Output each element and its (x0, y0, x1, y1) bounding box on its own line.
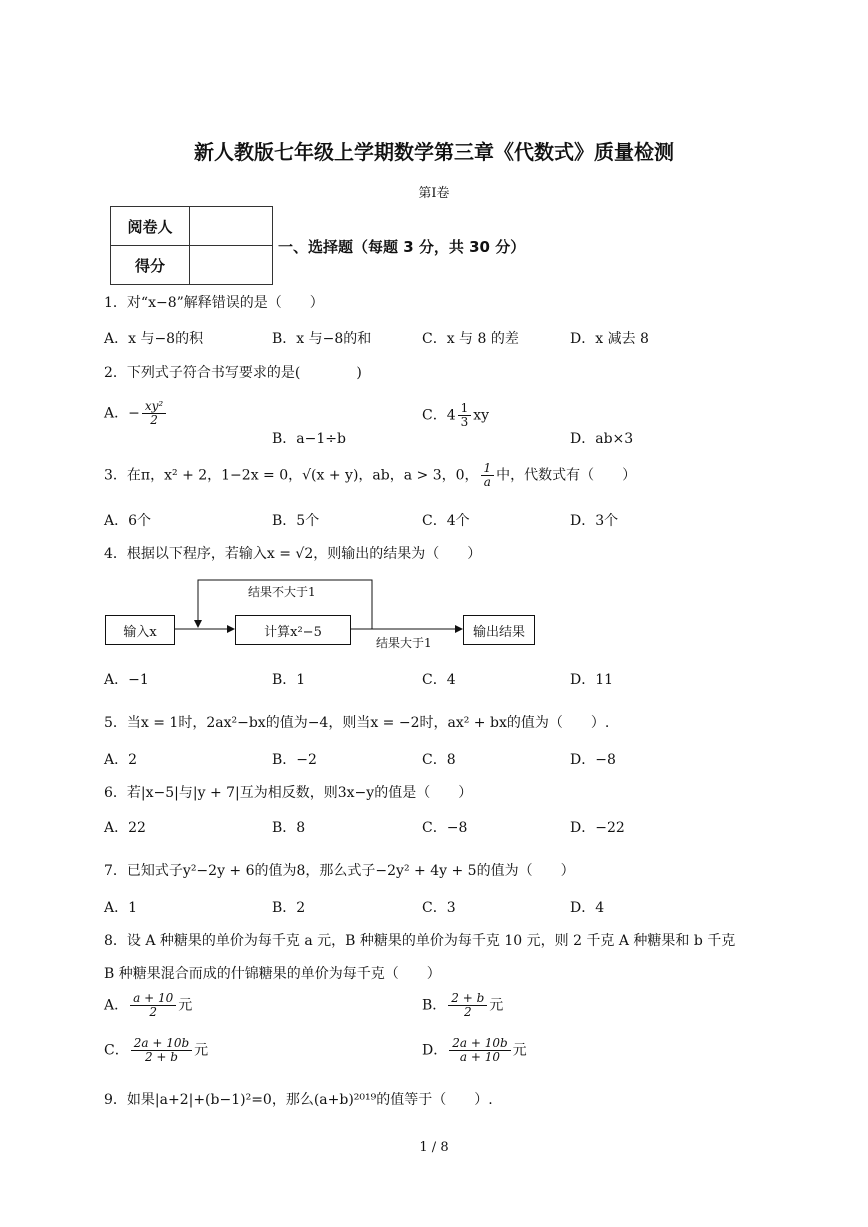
q7-option-a: A．1 (104, 900, 138, 916)
flow-input-label: 输入x (123, 624, 157, 640)
q2-a-numerator: xy² (142, 400, 166, 414)
q5-option-b: B．−2 (272, 752, 317, 768)
question-4: 4．根据以下程序，若输入x = √2，则输出的结果为（ ） (104, 546, 482, 562)
reviewer-label: 阅卷人 (111, 207, 190, 246)
q5-option-d: D．−8 (570, 752, 616, 768)
q8-b-numerator: 2 + b (448, 992, 487, 1006)
q8-option-b (422, 992, 503, 1019)
flow-compute-box (235, 615, 351, 645)
q2-option-b: B．a−1÷b (272, 431, 346, 447)
q8-a-prefix: A． (104, 997, 129, 1014)
question-6: 6．若|x−5|与|y + 7|互为相反数，则3x−y的值是（ ） (104, 785, 473, 801)
score-label: 得分 (111, 246, 190, 285)
q8-b-suffix: 元 (489, 997, 504, 1014)
q3-stem-end: 中，代数式有（ ） (496, 467, 637, 484)
q1-option-a: A．x 与−8的积 (104, 331, 204, 347)
question-8-line1: 8．设 A 种糖果的单价为每千克 a 元，B 种糖果的单价为每千克 10 元，则 2 千克 A 种糖果和 b 千克 (104, 933, 736, 949)
section-title: 一、选择题（每题 3 分，共 30 分） (278, 238, 526, 256)
q3-numerator: 1 (481, 462, 495, 476)
score-cell (190, 246, 273, 285)
q5-option-c: C．8 (422, 752, 456, 768)
page-title: 新人教版七年级上学期数学第三章《代数式》质量检测 (194, 140, 674, 164)
q8-c-prefix: C． (104, 1042, 129, 1059)
q8-c-denominator: 2 + b (144, 1050, 178, 1065)
q2-c-numerator: 1 (458, 402, 472, 416)
q3-option-d: D．3个 (570, 513, 619, 529)
question-1: 1．对“x−8”解释错误的是（ ） (104, 295, 324, 311)
q8-c-suffix: 元 (194, 1042, 209, 1059)
q1-option-b: B．x 与−8的和 (272, 331, 372, 347)
score-table (110, 206, 273, 285)
q2-a-denominator: 2 (150, 413, 158, 428)
flow-exit-label: 结果大于1 (376, 636, 432, 650)
question-9: 9．如果|a+2|+(b−1)²=0，那么(a+b)²⁰¹⁹的值等于（ ）. (104, 1092, 493, 1108)
flow-compute-label: 计算x²−5 (264, 624, 322, 640)
q2-c-denominator: 3 (460, 415, 469, 430)
reviewer-cell (190, 207, 273, 246)
flow-input-box (105, 615, 175, 645)
q8-option-d (422, 1037, 527, 1064)
question-3 (104, 462, 636, 489)
question-7: 7．已知式子y²−2y + 6的值为8，那么式子−2y² + 4y + 5的值为（ ） (104, 863, 575, 879)
q2-option-c (422, 402, 489, 429)
question-5: 5．当x = 1时，2ax²−bx的值为−4，则当x = −2时，ax² + bx的值为（ ）. (104, 715, 610, 731)
q7-option-b: B．2 (272, 900, 306, 916)
q8-a-numerator: a + 10 (130, 992, 176, 1006)
q8-d-suffix: 元 (512, 1042, 527, 1059)
q6-option-b: B．8 (272, 820, 306, 836)
q4-option-a: A．−1 (104, 672, 149, 688)
q6-option-d: D．−22 (570, 820, 625, 836)
q8-a-suffix: 元 (178, 997, 193, 1014)
q3-stem: 3．在π，x² + 2，1−2x = 0，√(x + y)，ab，a > 3，0， (104, 467, 479, 484)
q8-d-denominator: a + 10 (459, 1050, 500, 1065)
q8-a-denominator: 2 (149, 1005, 157, 1020)
q7-option-c: C．3 (422, 900, 456, 916)
q2-option-d: D．ab×3 (570, 431, 634, 447)
q4-option-d: D．11 (570, 672, 614, 688)
volume-label: 第Ⅰ卷 (418, 186, 450, 201)
q8-option-c (104, 1037, 208, 1064)
q8-d-prefix: D． (422, 1042, 448, 1059)
q3-denominator: a (483, 475, 491, 490)
flow-output-box (463, 615, 535, 645)
q4-option-b: B．1 (272, 672, 306, 688)
q1-option-c: C．x 与 8 的差 (422, 331, 519, 347)
q6-option-a: A．22 (104, 820, 146, 836)
q8-d-numerator: 2a + 10b (449, 1037, 510, 1051)
question-2: 2．下列式子符合书写要求的是( ) (104, 365, 362, 381)
q2-a-prefix: A．− (104, 405, 140, 422)
q1-option-d: D．x 减去 8 (570, 331, 649, 347)
q3-option-c: C．4个 (422, 513, 470, 529)
page-number: 1 / 8 (419, 1140, 449, 1155)
question-8-line2: B 种糖果混合而成的什锦糖果的单价为每千克（ ） (104, 966, 441, 982)
flow-loop-label: 结果不大于1 (248, 585, 316, 599)
flow-output-label: 输出结果 (472, 624, 525, 640)
q2-c-prefix: C．4 (422, 407, 456, 424)
q4-option-c: C．4 (422, 672, 456, 688)
q3-option-a: A．6个 (104, 513, 152, 529)
q2-c-suffix: xy (473, 407, 490, 424)
q7-option-d: D．4 (570, 900, 605, 916)
q8-option-a (104, 992, 192, 1019)
q2-option-a (104, 400, 168, 427)
q5-option-a: A．2 (104, 752, 138, 768)
q3-option-b: B．5个 (272, 513, 320, 529)
q6-option-c: C．−8 (422, 820, 468, 836)
q8-b-prefix: B． (422, 997, 447, 1014)
q8-b-denominator: 2 (463, 1005, 472, 1020)
q8-c-numerator: 2a + 10b (131, 1037, 192, 1051)
